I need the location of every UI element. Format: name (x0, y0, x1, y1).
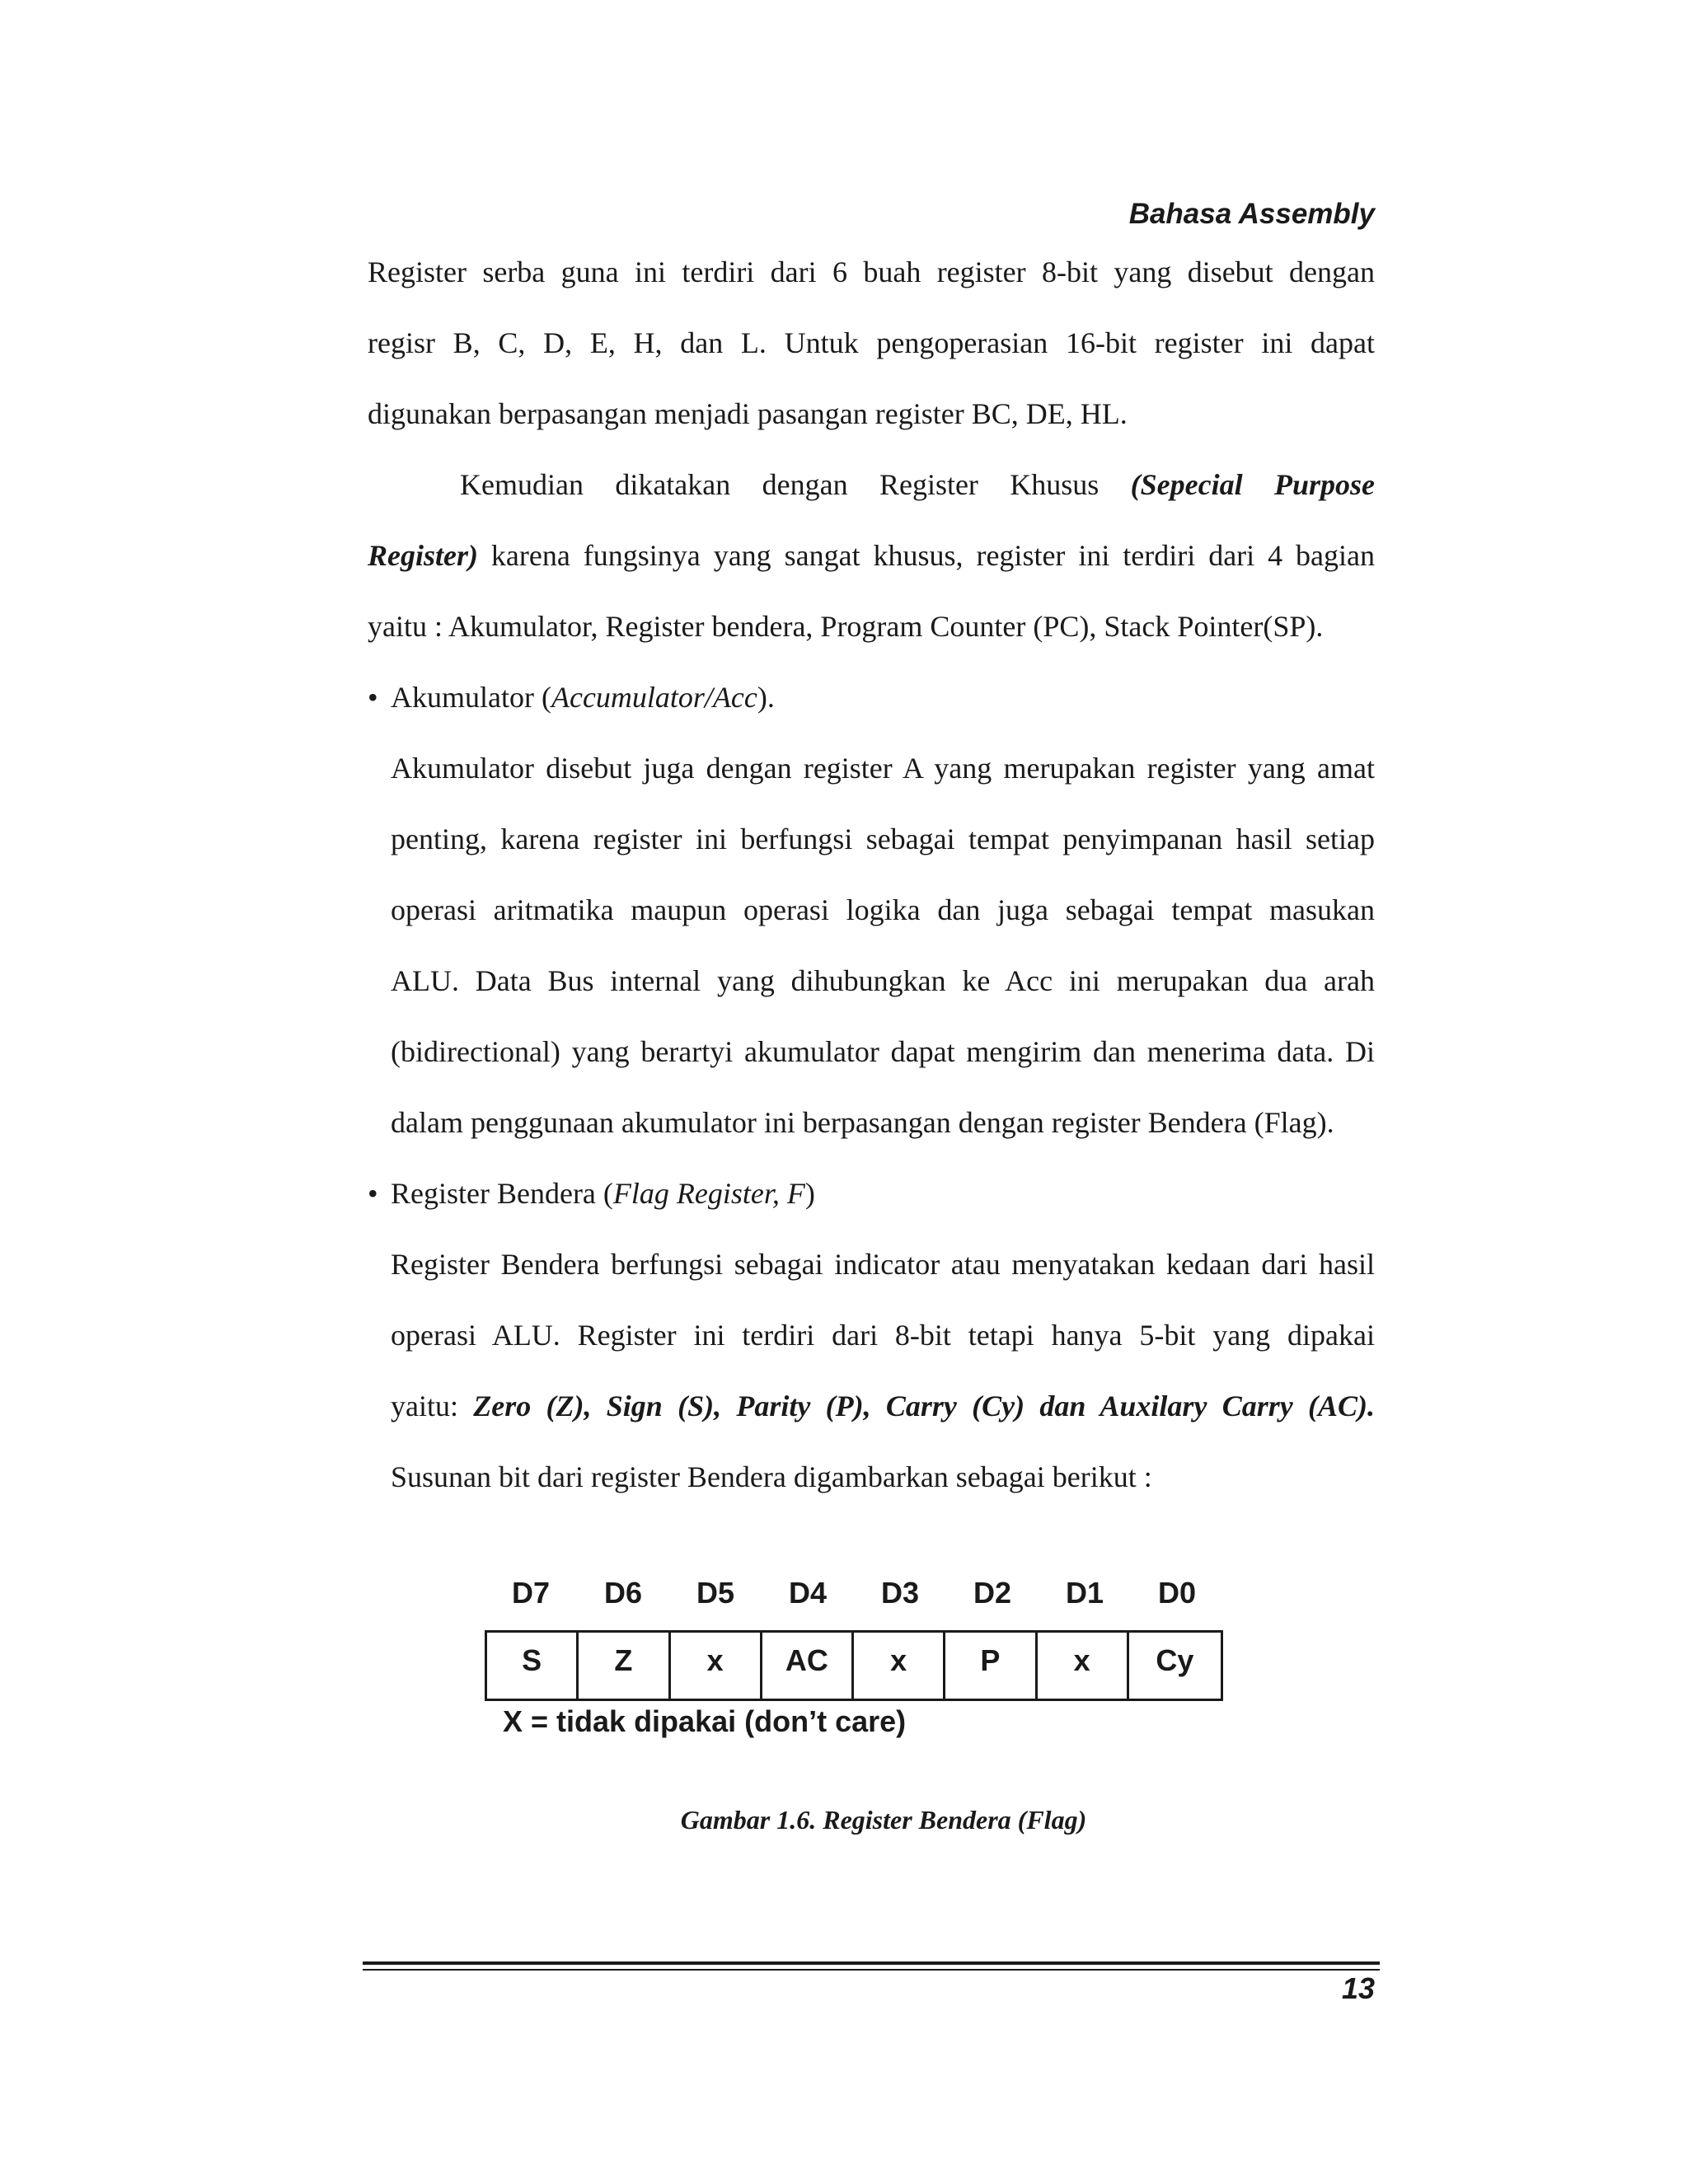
text-line: operasi aritmatika maupun operasi logika dan juga sebagai tempat masukan (391, 893, 1375, 926)
bit-cell: x (1038, 1633, 1129, 1699)
bullet-heading: • Register Bendera (Flag Register, F) (368, 1158, 1375, 1229)
text-line: penting, karena register ini berfungsi sebagai tempat penyimpanan hasil setiap (391, 823, 1375, 855)
text-line: yaitu: Zero (Z), Sign (S), Parity (P), Carry (Cy) dan Auxilary Carry (AC). (391, 1390, 1375, 1422)
paragraph-accumulator (368, 733, 1375, 1158)
bit-cell: x (671, 1633, 762, 1699)
text-line: operasi ALU. Register ini terdiri dari 8-bit tetapi hanya 5-bit yang dipakai (391, 1319, 1375, 1352)
bit-cell: Z (579, 1633, 670, 1699)
text-line: Akumulator disebut juga dengan register A yang merupakan register yang amat (391, 752, 1375, 785)
text-line: Register serba guna ini terdiri dari 6 buah register 8-bit yang disebut dengan (368, 255, 1375, 288)
text-line: digunakan berpasangan menjadi pasangan register BC, DE, HL. (368, 397, 1128, 430)
text-line: Register Bendera berfungsi sebagai indicator atau menyatakan kedaan dari hasil (391, 1248, 1375, 1281)
text-line: Susunan bit dari register Bendera digambarkan sebagai berikut : (391, 1460, 1152, 1493)
bullet-icon: • (368, 1177, 378, 1210)
bullet-heading: • Akumulator (Accumulator/Acc). (368, 662, 1375, 733)
bullet-accumulator (368, 662, 1375, 733)
paragraph-flag-register (368, 1229, 1375, 1512)
bullet-icon: • (368, 681, 378, 714)
running-header: Bahasa Assembly (1128, 198, 1375, 230)
flag-bit-headers (485, 1576, 1223, 1625)
bit-header: D0 (1157, 1576, 1197, 1610)
bit-header: D1 (1065, 1576, 1104, 1610)
footer-rule (363, 1961, 1380, 1965)
bit-cell: x (854, 1633, 945, 1699)
text-line: dalam penggunaan akumulator ini berpasangan dengan register Bendera (Flag). (391, 1106, 1334, 1139)
bit-cell: P (945, 1633, 1037, 1699)
bit-cell: Cy (1156, 1643, 1194, 1677)
bit-cell: S (487, 1633, 579, 1699)
text-line: Register) karena fungsinya yang sangat khusus, register ini terdiri dari 4 bagian (368, 539, 1375, 572)
emphasis-text: Zero (Z), Sign (S), Parity (P), Carry (Cy) dan Auxilary Carry (AC). (473, 1390, 1375, 1422)
bullet-flag-register (368, 1158, 1375, 1229)
bit-header: D3 (880, 1576, 920, 1610)
emphasis-text: Register) (368, 539, 478, 572)
text-line: ALU. Data Bus internal yang dihubungkan ke Acc ini merupakan dua arah (391, 964, 1375, 997)
text-line: yaitu : Akumulator, Register bendera, Program Counter (PC), Stack Pointer(SP). (368, 610, 1324, 643)
footer-rule (363, 1969, 1380, 1971)
bit-header: D4 (788, 1576, 828, 1610)
bit-header: D7 (511, 1576, 551, 1610)
figure-caption: Gambar 1.6. Register Bendera (Flag) (680, 1805, 1087, 1835)
bit-header: D2 (973, 1576, 1012, 1610)
text-line: Kemudian dikatakan dengan Register Khusus (Sepecial Purpose (460, 468, 1375, 501)
bit-header: D5 (696, 1576, 735, 1610)
emphasis-text: (Sepecial Purpose (1130, 468, 1375, 501)
bit-header: D6 (603, 1576, 643, 1610)
text-line: (bidirectional) yang berartyi akumulator dapat mengirim dan menerima data. Di (391, 1035, 1375, 1068)
text-line: regisr B, C, D, E, H, dan L. Untuk pengoperasian 16-bit register ini dapat (368, 326, 1375, 359)
paragraph-special-registers (368, 449, 1375, 662)
paragraph-general-registers (368, 237, 1375, 449)
page-number: 13 (1341, 1971, 1375, 2005)
bit-cell: AC (762, 1633, 854, 1699)
flag-register-table (485, 1630, 1223, 1701)
flag-note: X = tidak dipakai (don’t care) (503, 1704, 907, 1738)
